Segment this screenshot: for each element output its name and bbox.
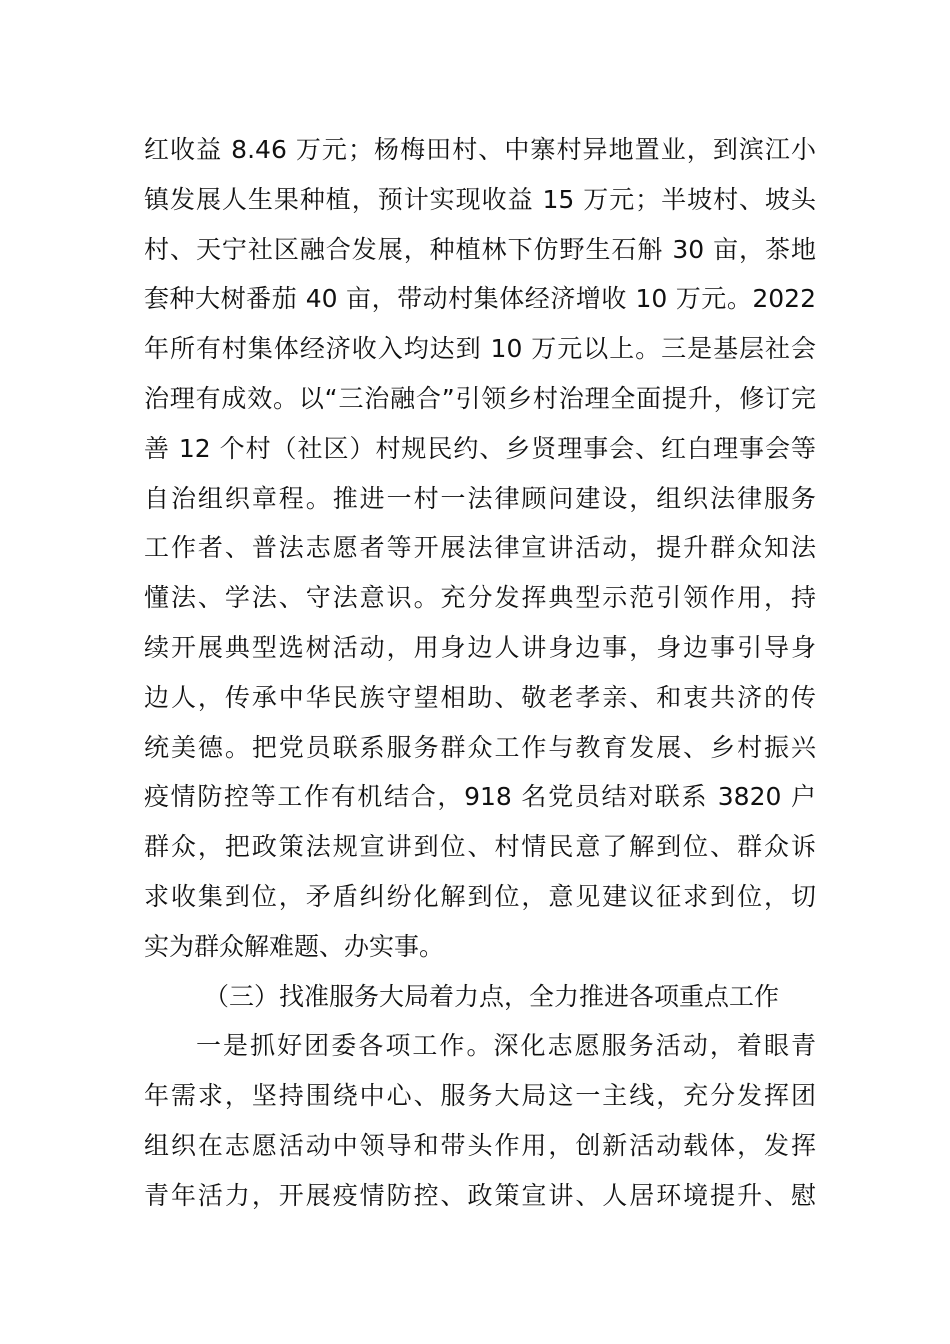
section-paragraph-line: 年需求，坚持围绕中心、服务大局这一主线，充分发挥团 (144, 1081, 816, 1111)
paragraph-line: 求收集到位，矛盾纠纷化解到位，意见建议征求到位，切 (144, 881, 816, 911)
paragraph-line: 套种大树番茄 40 亩，带动村集体经济增收 10 万元。2022 (144, 284, 816, 314)
paragraph-line: 懂法、学法、守法意识。充分发挥典型示范引领作用，持 (144, 583, 816, 613)
paragraph-line: 年所有村集体经济收入均达到 10 万元以上。三是基层社会 (144, 334, 816, 364)
section-paragraph-line: 组织在志愿活动中领导和带头作用，创新活动载体，发挥 (144, 1130, 816, 1160)
paragraph-line: 善 12 个村（社区）村规民约、乡贤理事会、红白理事会等 (144, 433, 816, 463)
section-paragraph-line: 一是抓好团委各项工作。深化志愿服务活动，着眼青 (196, 1031, 816, 1061)
paragraph-line: 工作者、普法志愿者等开展法律宣讲活动，提升群众知法 (144, 533, 816, 563)
paragraph-last-line: 实为群众解难题、办实事。 (144, 931, 445, 961)
paragraph-line: 群众，把政策法规宣讲到位、村情民意了解到位、群众诉 (144, 832, 816, 862)
paragraph-line: 统美德。把党员联系服务群众工作与教育发展、乡村振兴 (144, 732, 816, 762)
document-body (144, 125, 816, 1221)
paragraph-line: 村、天宁社区融合发展，种植林下仿野生石斛 30 亩，茶地 (144, 234, 816, 264)
paragraph-line: 边人，传承中华民族守望相助、敬老孝亲、和衷共济的传 (144, 682, 816, 712)
paragraph-line: 自治组织章程。推进一村一法律顾问建设，组织法律服务 (144, 483, 816, 513)
paragraph-line: 疫情防控等工作有机结合，918 名党员结对联系 3820 户 (144, 782, 816, 812)
section-heading: （三）找准服务大局着力点，全力推进各项重点工作 (204, 981, 780, 1011)
paragraph-line: 红收益 8.46 万元；杨梅田村、中寨村异地置业，到滨江小 (144, 135, 816, 164)
paragraph-line: 治理有成效。以“三治融合”引领乡村治理全面提升，修订完 (144, 383, 816, 413)
paragraph-line: 镇发展人生果种植，预计实现收益 15 万元；半坡村、坡头 (144, 184, 816, 214)
section-paragraph-line: 青年活力，开展疫情防控、政策宣讲、人居环境提升、慰 (144, 1180, 816, 1210)
paragraph-line: 续开展典型选树活动，用身边人讲身边事，身边事引导身 (144, 632, 816, 662)
